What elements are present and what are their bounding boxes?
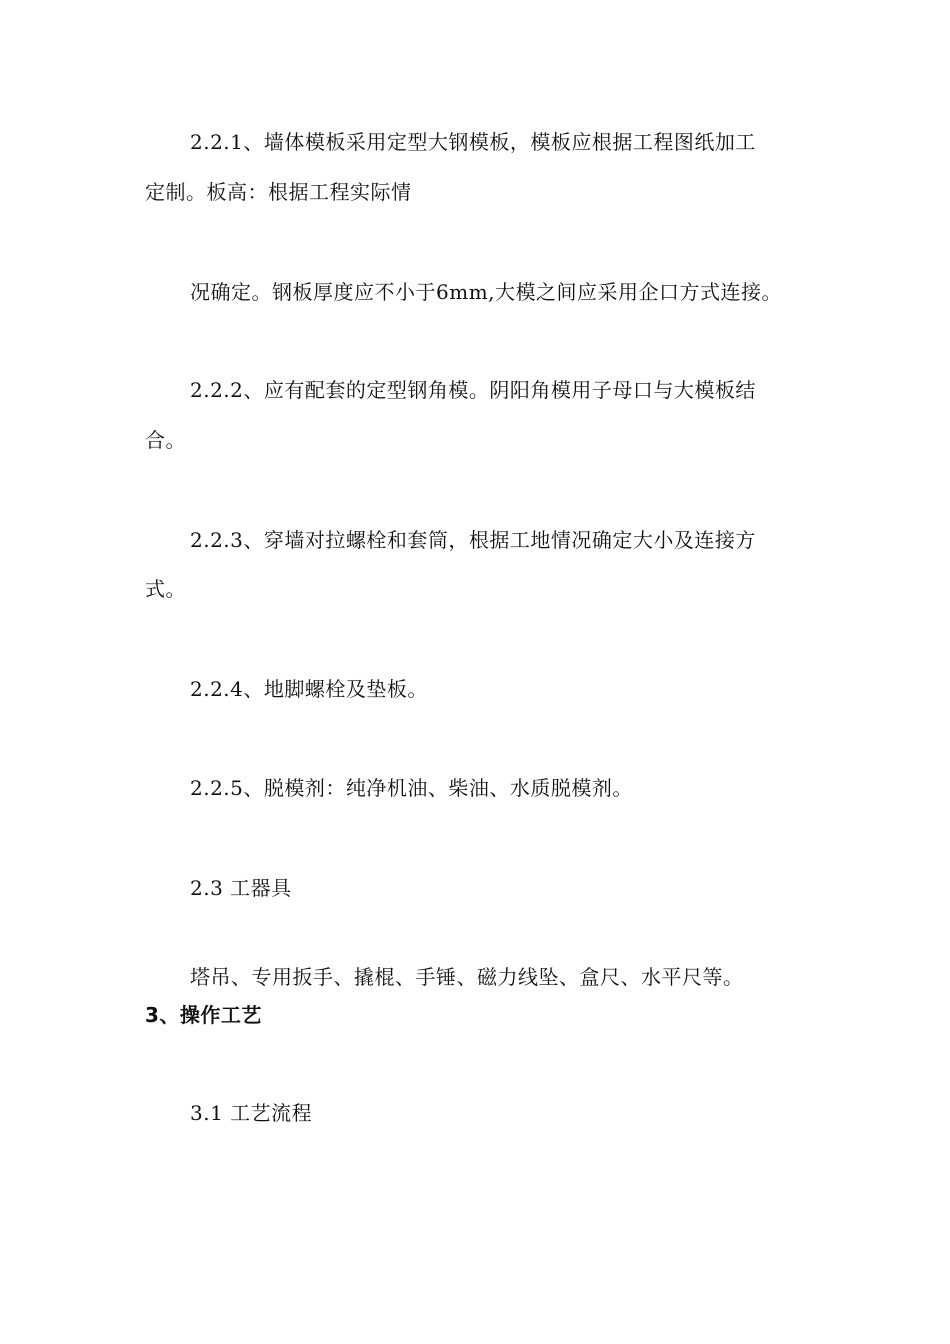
section-3-1-title: 3.1 工艺流程 bbox=[190, 1101, 313, 1125]
paragraph-2-2-2-line-1: 2.2.2、应有配套的定型钢角模。阴阳角模用子母口与大模板结 bbox=[190, 378, 756, 402]
paragraph-2-2-1-line-3: 况确定。钢板厚度应不小于6mm,大模之间应采用企口方式连接。 bbox=[190, 280, 783, 304]
paragraph-2-2-1-line-1: 2.2.1、墙体模板采用定型大钢模板，模板应根据工程图纸加工 bbox=[190, 130, 756, 154]
paragraph-2-2-5: 2.2.5、脱模剂：纯净机油、柴油、水质脱模剂。 bbox=[190, 776, 633, 800]
paragraph-2-2-4: 2.2.4、地脚螺栓及垫板。 bbox=[190, 677, 428, 701]
section-2-3-title: 2.3 工器具 bbox=[190, 876, 292, 900]
paragraph-2-2-3-line-2: 式。 bbox=[145, 577, 186, 601]
paragraph-2-2-2-line-2: 合。 bbox=[145, 428, 186, 452]
section-2-3-body: 塔吊、专用扳手、撬棍、手锤、磁力线坠、盒尺、水平尺等。 bbox=[190, 965, 744, 989]
paragraph-2-2-3-line-1: 2.2.3、穿墙对拉螺栓和套筒，根据工地情况确定大小及连接方 bbox=[190, 528, 756, 552]
paragraph-2-2-1-line-2: 定制。板高：根据工程实际情 bbox=[145, 180, 412, 204]
section-3-heading: 3、操作工艺 bbox=[145, 1003, 262, 1027]
